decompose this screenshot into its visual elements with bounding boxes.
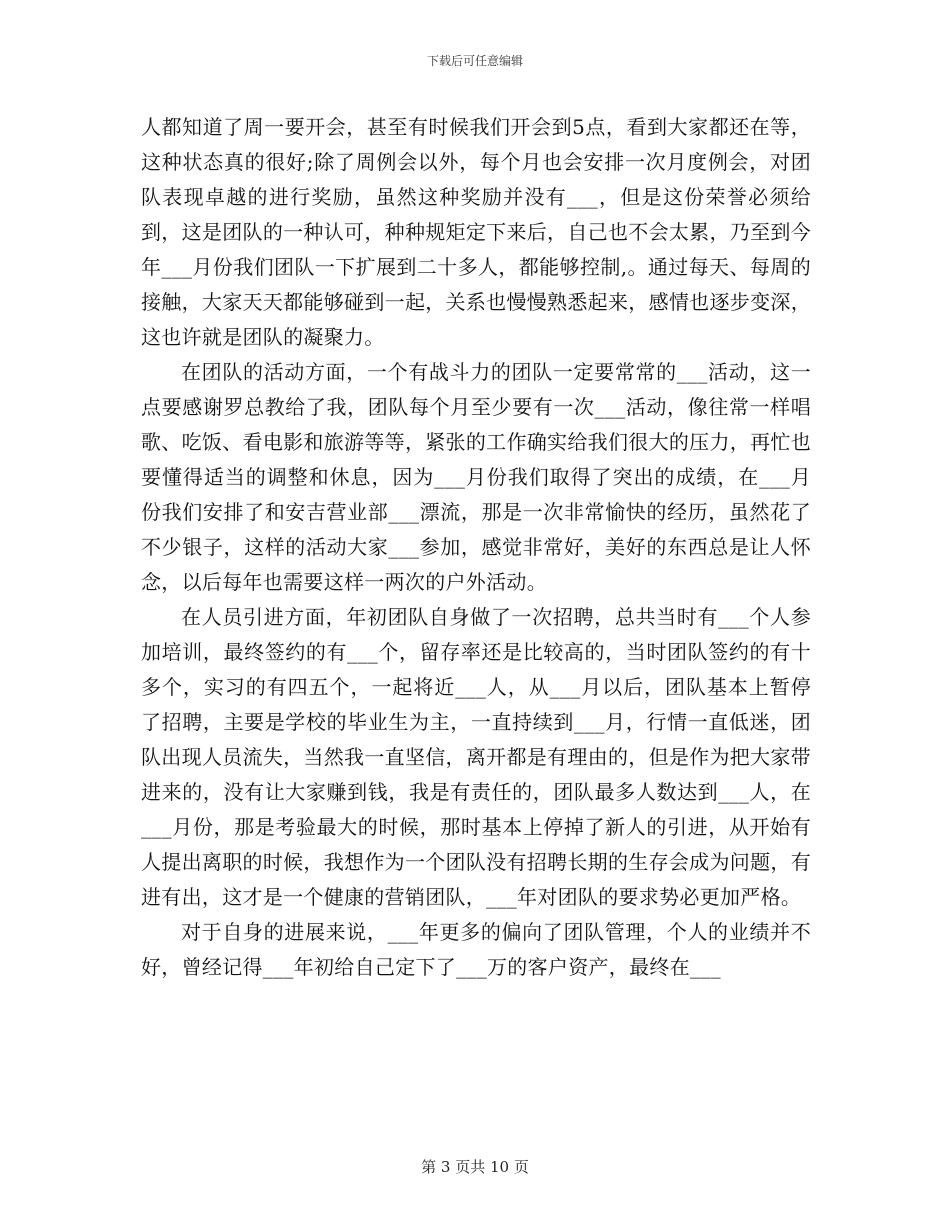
- page-header: [0, 52, 950, 69]
- header-text: 下载后可任意编辑: [426, 54, 523, 68]
- paragraph-1: 人都知道了周一要开会，甚至有时候我们开会到5点，看到大家都还在等，这种状态真的很好;除了周例会以外，每个月也会安排一次月度例会，对团队表现卓越的进行奖励，虽然这种奖励并没有___，但是这份荣誉必须给到，这是团队的一种认可，种种规矩定下来后，自己也不会太累，乃至到今年___月份我们团队一下扩展到二十多人，都能够控制,。通过每天、每周的接触，大家天天都能够碰到一起，关系也慢慢熟悉起来，感情也逐步变深，这也许就是团队的凝聚力。: [141, 115, 811, 349]
- paragraph-2: 在团队的活动方面，一个有战斗力的团队一定要常常的___活动，这一点要感谢罗总教给了我，团队每个月至少要有一次___活动，像往常一样唱歌、吃饭、看电影和旅游等等，紧张的工作确实给我们很大的压力，再忙也要懂得适当的调整和休息，因为___月份我们取得了突出的成绩，在___月份我们安排了和安吉营业部___漂流，那是一次非常愉快的经历，虽然花了不少银子，这样的活动大家___参加，感觉非常好，美好的东西总是让人怀念，以后每年也需要这样一两次的户外活动。: [141, 360, 811, 594]
- page-footer: [0, 1156, 950, 1177]
- paragraph-3: 在人员引进方面，年初团队自身做了一次招聘，总共当时有___个人参加培训，最终签约的有___个，留存率还是比较高的，当时团队签约的有十多个，实习的有四五个，一起将近___人，从___月以后，团队基本上暂停了招聘，主要是学校的毕业生为主，一直持续到___月，行情一直低迷，团队出现人员流失，当然我一直坚信，离开都是有理由的，但是作为把大家带进来的，没有让大家赚到钱，我是有责任的，团队最多人数达到___人，在___月份，那是考验最大的时候，那时基本上停掉了新人的引进，从开始有人提出离职的时候，我想作为一个团队没有招聘长期的生存会成为问题，有进有出，这才是一个健康的营销团队，___年对团队的要求势必更加严格。: [141, 605, 811, 909]
- paragraph-4: 对于自身的进展来说，___年更多的偏向了团队管理，个人的业绩并不好，曾经记得___年初给自己定下了___万的客户资产，最终在___: [141, 920, 811, 979]
- page-number: 第 3 页共 10 页: [421, 1158, 529, 1176]
- document-body: [141, 110, 811, 985]
